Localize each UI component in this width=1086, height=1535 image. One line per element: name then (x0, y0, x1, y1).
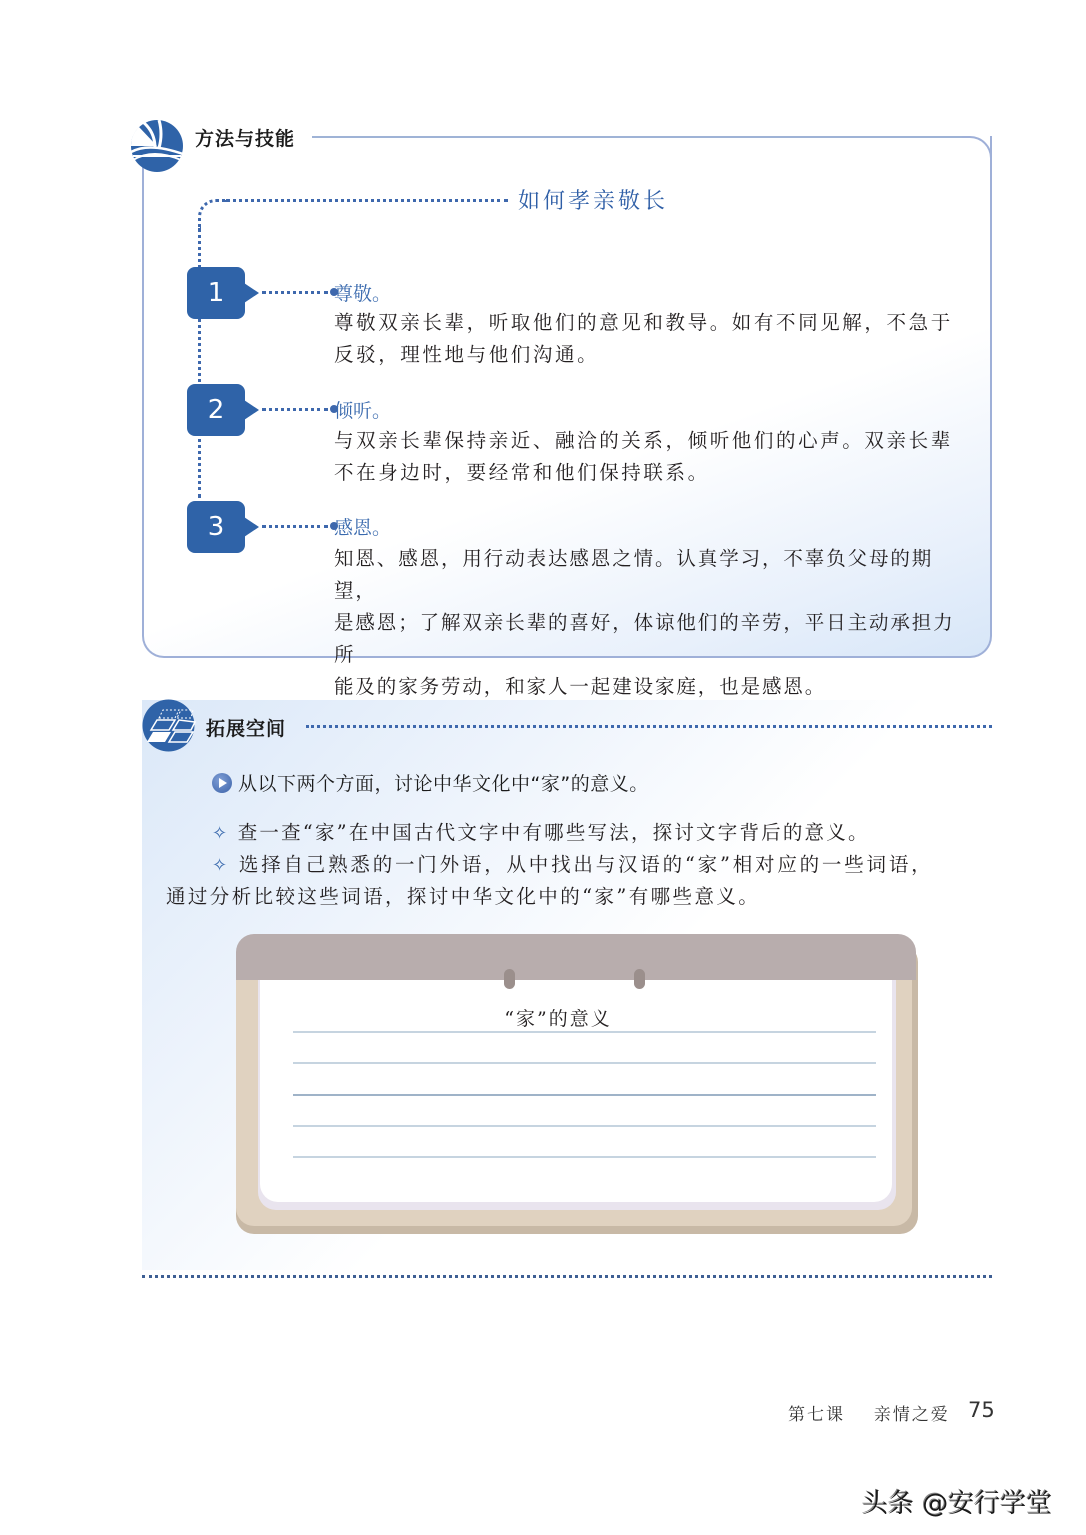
notebook-writing-line[interactable] (293, 1156, 876, 1158)
point-number-badge: 1 (187, 267, 245, 319)
extension-header-rule (306, 725, 992, 728)
point-number-badge: 2 (187, 384, 245, 436)
notebook-top-bar (236, 934, 916, 980)
point-body (334, 425, 974, 489)
notebook-ring (634, 969, 645, 989)
methods-box-corner (950, 136, 992, 178)
section-end-divider (142, 1275, 992, 1278)
methods-section-title: 方法与技能 (195, 128, 296, 150)
point-body-line: 知恩、感恩，用行动表达感恩之情。认真学习，不辜负父母的期望， (334, 547, 934, 602)
point-connector (262, 408, 328, 411)
sparkle-bullet-icon: ✧ (212, 855, 230, 876)
footer-lesson: 第七课 (788, 1405, 845, 1425)
point-number-badge: 3 (187, 501, 245, 553)
methods-header-rule (312, 136, 962, 138)
point-body-line: 尊敬双亲长辈，听取他们的意见和教导。如有不同见解，不急于 (334, 311, 953, 334)
heading-connector-curve (198, 199, 228, 229)
extension-item (212, 849, 933, 877)
notebook-writing-line[interactable] (293, 1031, 876, 1033)
point-connector (262, 291, 328, 294)
notebook-ring (504, 969, 515, 989)
extension-section-icon (141, 698, 196, 753)
page-footer (788, 1400, 950, 1425)
watermark: 头条 @安行学堂 (862, 1489, 1053, 1519)
notebook-writing-line[interactable] (293, 1094, 876, 1096)
page-number: 75 (968, 1398, 995, 1422)
heading-connector-line (226, 199, 508, 202)
extension-item-text: 选择自己熟悉的一门外语，从中找出与汉语的“家”相对应的一些词语， (238, 853, 934, 876)
point-body-line: 不在身边时，要经常和他们保持联系。 (334, 461, 710, 484)
footer-lesson-title: 亲情之爱 (873, 1405, 950, 1425)
notebook-writing-line[interactable] (293, 1125, 876, 1127)
point-body (334, 307, 974, 371)
point-body-line: 能及的家务劳动，和家人一起建设家庭，也是感恩。 (334, 675, 827, 698)
methods-heading: 如何孝亲敬长 (518, 189, 669, 214)
notebook-writing-line[interactable] (293, 1062, 876, 1064)
extension-item (212, 817, 870, 845)
point-body-line: 反驳，理性地与他们沟通。 (334, 343, 600, 366)
extension-item-text: 查一查“家”在中国古代文字中有哪些写法，探讨文字背后的意义。 (237, 821, 870, 844)
extension-section-title: 拓展空间 (206, 718, 287, 740)
play-arrow-icon (212, 773, 232, 793)
sparkle-bullet-icon: ✧ (212, 823, 230, 844)
point-title: 尊敬。 (334, 283, 392, 305)
point-title: 倾听。 (334, 400, 392, 422)
point-body-line: 与双亲长辈保持亲近、融洽的关系，倾听他们的心声。双亲长辈 (334, 429, 953, 452)
extension-task: 从以下两个方面，讨论中华文化中“家”的意义。 (238, 773, 649, 795)
methods-section-icon (129, 118, 185, 174)
point-connector (262, 525, 328, 528)
point-body (334, 543, 974, 703)
extension-item-continuation: 通过分析比较这些词语，探讨中华文化中的“家”有哪些意义。 (166, 885, 761, 908)
point-body-line: 是感恩；了解双亲长辈的喜好，体谅他们的辛劳，平日主动承担力所 (334, 611, 955, 666)
notebook-title: “家”的意义 (504, 1008, 612, 1030)
point-title: 感恩。 (334, 517, 392, 539)
